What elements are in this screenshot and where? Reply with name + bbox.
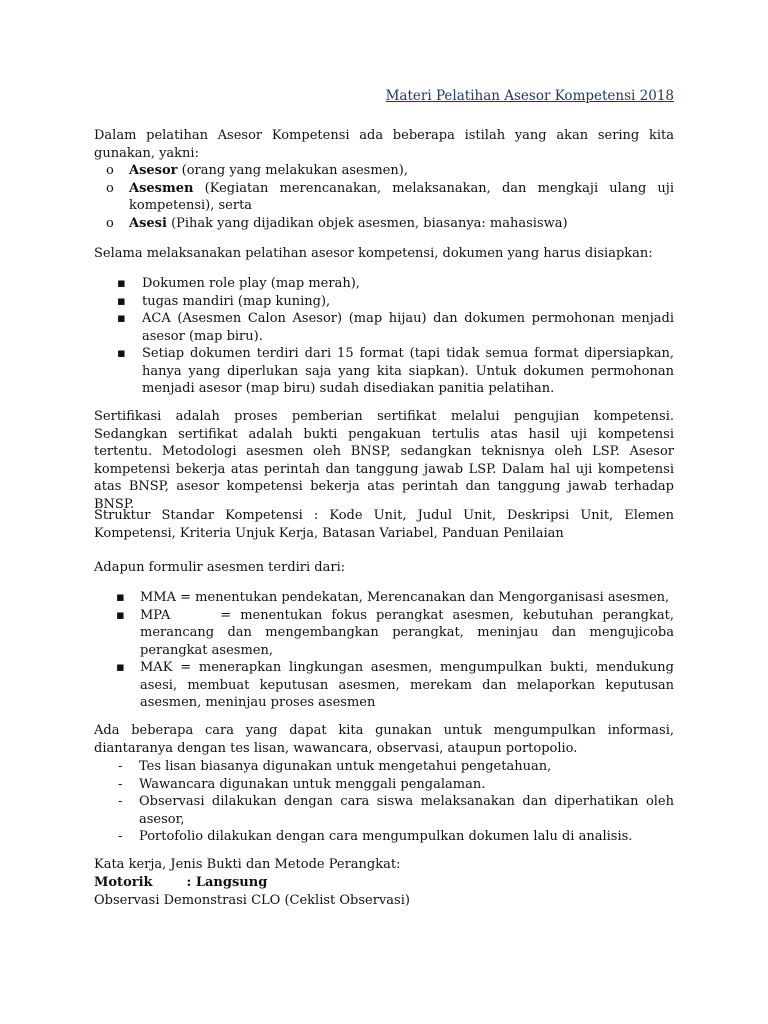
list-item: - Tes lisan biasanya digunakan untuk mengetahui pengetahuan, [118, 759, 552, 774]
term-description: (orang yang melakukan asesmen), [177, 163, 408, 178]
formulir-list [94, 589, 674, 712]
dash-bullet-icon: - [118, 759, 123, 774]
term-description: (Pihak yang dijadikan objek asesmen, biasanya: mahasiswa) [166, 215, 568, 231]
list-item: ▪ MAK = menerapkan lingkungan asesmen, mengumpulkan bukti, mendukung asesi, membuat keputusan asesmen, merekam dan melaporkan keputusan asesmen, meninjau proses asesmen [116, 660, 674, 710]
documents-intro: Selama melaksanakan pelatihan asesor kompetensi, dokumen yang harus disiapkan: [94, 246, 653, 261]
struktur-paragraph: Struktur Standar Kompetensi : Kode Unit, Judul Unit, Deskripsi Unit, Elemen Kompetensi, Kriteria Unjuk Kerja, Batasan Variabel, Panduan Penilaian [94, 508, 674, 541]
motorik-label: Motorik [94, 875, 153, 890]
term-label: Asesor [129, 163, 178, 178]
list-item: ▪ Setiap dokumen terdiri dari 15 format (tapi tidak semua format dipersiapkan, hanya yang diperlukan saja yang kita siapkan). Untuk dokumen permohonan menjadi asesor (map biru) sudah disediakan panitia pelatihan. [117, 346, 674, 396]
list-item: ▪ MMA = menentukan pendekatan, Merencanakan dan Mengorganisasi asesmen, [116, 590, 670, 605]
list-item: ▪ Dokumen role play (map merah), [117, 276, 360, 291]
circle-bullet-icon: o [106, 215, 114, 231]
formulir-intro: Adapun formulir asesmen terdiri dari: [94, 560, 346, 575]
list-item: ▪ ACA (Asesmen Calon Asesor) (map hijau) dan dokumen permohonan menjadi asesor (map biru). [117, 311, 674, 344]
list-item: ▪ tugas mandiri (map kuning), [117, 293, 331, 309]
square-bullet-icon: ▪ [117, 311, 126, 326]
term-label: Asesmen [129, 180, 194, 196]
dash-bullet-icon: - [118, 794, 123, 809]
term-description: (Kegiatan merencanakan, melaksanakan, dan mengkaji ulang uji kompetensi), serta [129, 180, 674, 213]
list-item: - Wawancara digunakan untuk menggali pengalaman. [118, 776, 486, 792]
square-bullet-icon: ▪ [116, 607, 125, 623]
square-bullet-icon: ▪ [117, 276, 126, 291]
list-item [94, 162, 674, 180]
observasi-line: Observasi Demonstrasi CLO (Ceklist Observasi) [94, 893, 410, 908]
term-label: Asesi [129, 215, 167, 231]
square-bullet-icon: ▪ [116, 660, 125, 675]
circle-bullet-icon: o [106, 180, 114, 196]
dash-bullet-icon: - [118, 829, 123, 844]
cara-list [94, 758, 674, 846]
list-item [94, 180, 674, 215]
form-code: MPA [140, 607, 171, 623]
square-bullet-icon: ▪ [117, 346, 126, 361]
list-item [94, 215, 674, 233]
list-item: ▪ MPA = menentukan fokus perangkat asesmen, kebutuhan perangkat, merancang dan mengembangkan perangkat, meninjau dan mengujicoba perangkat asesmen, [116, 607, 674, 658]
list-item: - Portofolio dilakukan dengan cara mengumpulkan dokumen lalu di analisis. [118, 829, 633, 844]
terms-list [94, 162, 674, 232]
circle-bullet-icon: o [106, 163, 114, 178]
dash-bullet-icon: - [118, 776, 123, 792]
document-title: Materi Pelatihan Asesor Kompetensi 2018 [385, 88, 674, 104]
motorik-line [94, 874, 674, 892]
kata-kerja-heading: Kata kerja, Jenis Bukti dan Metode Perangkat: [94, 857, 401, 872]
square-bullet-icon: ▪ [116, 590, 125, 605]
sertifikasi-paragraph: Sertifikasi adalah proses pemberian sertifikat melalui pengujian kompetensi. Sedangkan sertifikat adalah bukti pengakuan tertulis atas hasil uji kompetensi tertentu. Metodologi asesmen oleh BNSP, sedangkan teknisnya oleh LSP. Asesor kompetensi bekerja atas perintah dan tanggung jawab LSP. Dalam hal uji kompetensi atas BNSP, asesor kompetensi bekerja atas perintah dan tanggung jawab terhadap BNSP. [94, 409, 674, 512]
square-bullet-icon: ▪ [117, 293, 126, 309]
documents-list [94, 275, 674, 398]
list-item: - Observasi dilakukan dengan cara siswa melaksanakan dan diperhatikan oleh asesor, [118, 794, 674, 827]
motorik-value: : Langsung [186, 875, 268, 890]
cara-paragraph: Ada beberapa cara yang dapat kita gunakan untuk mengumpulkan informasi, diantaranya dengan tes lisan, wawancara, observasi, ataupun portopolio. [94, 723, 674, 756]
intro-paragraph: Dalam pelatihan Asesor Kompetensi ada beberapa istilah yang akan sering kita gunakan, yakni: [94, 128, 674, 161]
